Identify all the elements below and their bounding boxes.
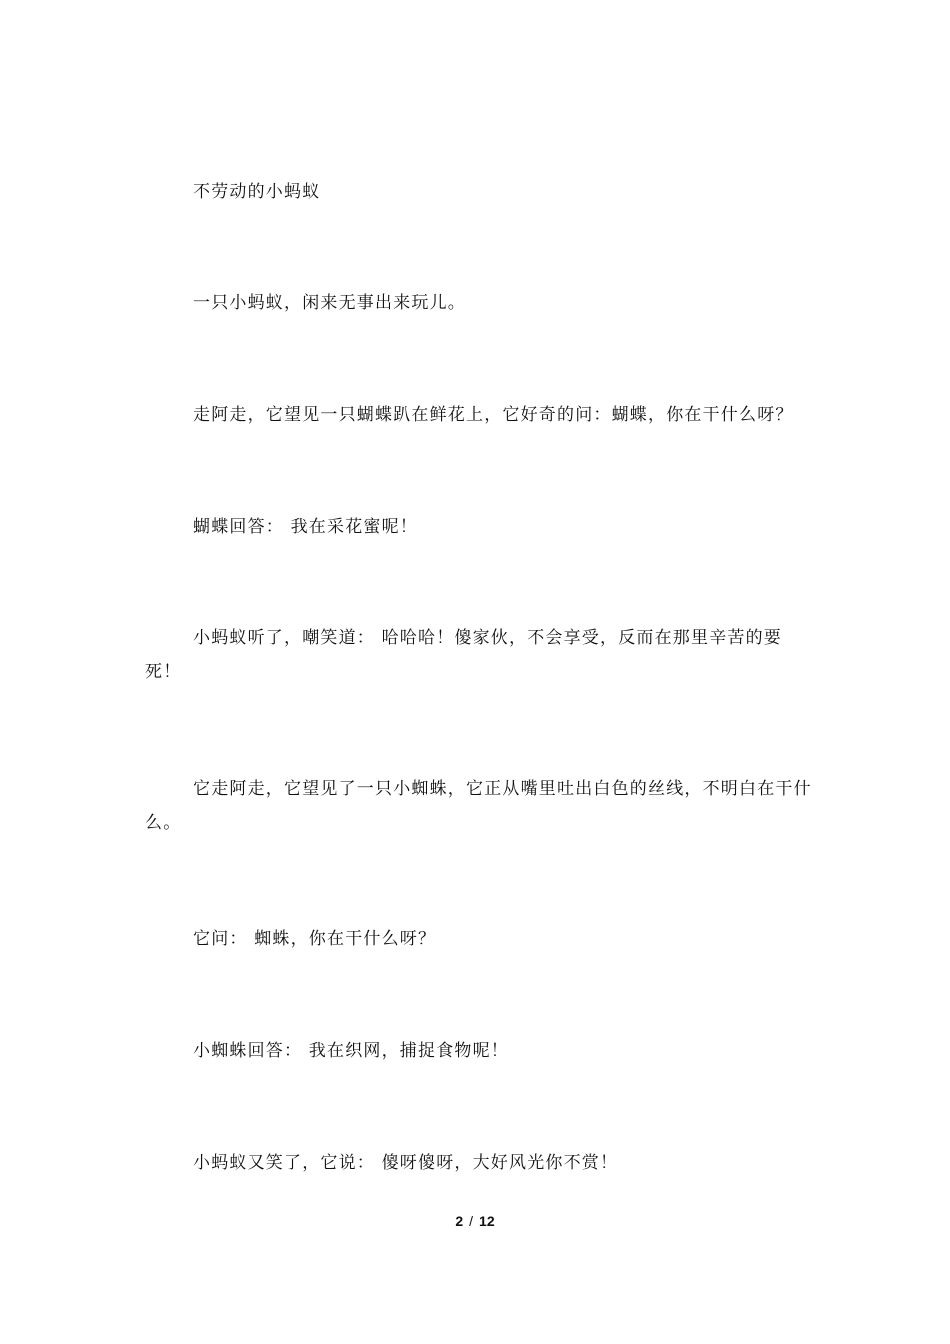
paragraph-4: 小蚂蚁听了，嘲笑道： 哈哈哈！傻家伙，不会享受，反而在那里辛苦的要死！ xyxy=(145,628,783,682)
paragraph-7: 小蜘蛛回答： 我在织网，捕捉食物呢！ xyxy=(193,1041,510,1061)
total-pages-number: 12 xyxy=(479,1213,495,1229)
story-title: 不劳动的小蚂蚁 xyxy=(193,182,321,202)
paragraph-8: 小蚂蚁又笑了，它说： 傻呀傻呀，大好风光你不赏！ xyxy=(193,1153,619,1173)
paragraph-5: 它走阿走，它望见了一只小蜘蛛，它正从嘴里吐出白色的丝线，不明白在干什么。 xyxy=(145,779,812,833)
page-number-footer xyxy=(0,1213,950,1229)
current-page-number: 2 xyxy=(455,1213,464,1229)
paragraph-3: 蝴蝶回答： 我在采花蜜呢！ xyxy=(193,517,419,537)
paragraph-2: 走阿走，它望见一只蝴蝶趴在鲜花上，它好奇的问：蝴蝶，你在干什么呀？ xyxy=(193,405,794,425)
paragraph-6: 它问： 蜘蛛，你在干什么呀？ xyxy=(193,929,437,949)
paragraph-1: 一只小蚂蚁，闲来无事出来玩儿。 xyxy=(193,293,466,313)
page-separator: / xyxy=(469,1213,474,1229)
